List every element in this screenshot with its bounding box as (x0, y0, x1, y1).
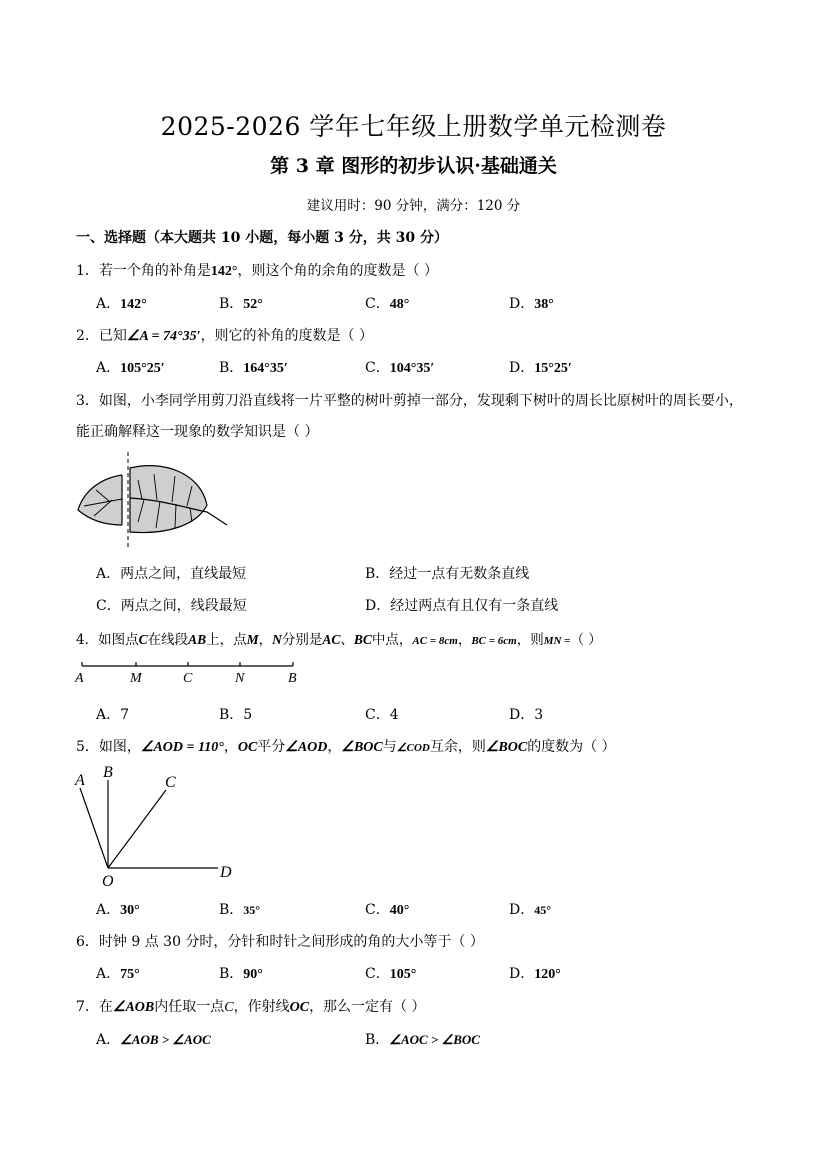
q2-option-a[interactable]: A．105°25′ (96, 360, 165, 376)
q4-option-a[interactable]: A．7 (96, 707, 130, 723)
q6-option-b[interactable]: B．90° (219, 966, 263, 982)
q3-option-d[interactable]: D．经过两点有且仅有一条直线 (365, 598, 559, 614)
q1-angle: 142° (210, 264, 238, 279)
q2-option-d[interactable]: D．15°25′ (509, 360, 572, 376)
q7-option-a[interactable]: A．∠AOB > ∠AOC (96, 1032, 211, 1048)
q3-option-b[interactable]: B．经过一点有无数条直线 (365, 566, 530, 582)
ray-oc (108, 790, 166, 868)
question-3-line-1: 3．如图，小李同学用剪刀沿直线将一片平整的树叶剪掉一部分，发现剩下树叶的周长比原树叶的周长要小， (76, 393, 743, 409)
time-info: 建议用时：90 分钟，满分：120 分 (306, 198, 521, 214)
q7-option-b[interactable]: B．∠AOC > ∠BOC (365, 1032, 480, 1048)
angle-figure (72, 758, 242, 890)
q2-option-c[interactable]: C．104°35′ (365, 360, 435, 376)
exam-title: 2025-2026 学年七年级上册数学单元检测卷 (160, 112, 667, 141)
q4-option-c[interactable]: C．4 (365, 707, 399, 723)
question-6: 6．时钟 9 点 30 分时，分针和时针之间形成的角的大小等于（ ） (76, 934, 484, 950)
q6-option-d[interactable]: D．120° (509, 966, 561, 982)
point-m-label: M (130, 671, 142, 686)
q1-option-d[interactable]: D．38° (509, 296, 554, 312)
section-heading: 一、选择题（本大题共 10 小题，每小题 3 分，共 30 分） (76, 230, 448, 246)
q3-option-c[interactable]: C．两点之间，线段最短 (96, 598, 247, 614)
q4-option-d[interactable]: D．3 (509, 707, 544, 723)
label-a: A (75, 772, 85, 789)
label-o: O (102, 873, 114, 890)
q1-option-a[interactable]: A．142° (96, 296, 147, 312)
q5-option-c[interactable]: C．40° (365, 902, 410, 918)
q3-option-a[interactable]: A．两点之间，直线最短 (96, 566, 247, 582)
q1-option-c[interactable]: C．48° (365, 296, 410, 312)
label-b: B (103, 764, 113, 781)
label-c: C (165, 774, 176, 791)
q6-option-a[interactable]: A．75° (96, 966, 140, 982)
q5-option-a[interactable]: A．30° (96, 902, 140, 918)
chapter-subtitle: 第 3 章 图形的初步认识·基础通关 (270, 155, 557, 177)
point-c-label: C (183, 671, 193, 686)
question-7: 7．在∠AOB内任取一点C，作射线OC，那么一定有（ ） (76, 999, 426, 1015)
q6-option-c[interactable]: C．105° (365, 966, 417, 982)
question-1: 1．若一个角的补角是142°，则这个角的余角的度数是（ ） (76, 263, 438, 279)
q1-option-b[interactable]: B．52° (219, 296, 263, 312)
q2-angle-expr: ∠A = 74°35′ (126, 329, 201, 344)
point-b-label: B (288, 671, 297, 686)
leaf-figure (72, 450, 232, 552)
point-n-label: N (235, 671, 245, 686)
question-4: 4．如图点C在线段AB上，点M，N分别是AC、BC中点，AC = 8cm，BC = 6cm，则MN =（ ） (76, 632, 602, 648)
point-a-label: A (75, 671, 84, 686)
question-3-line-2: 能正确解释这一现象的数学知识是（ ） (76, 424, 319, 440)
label-d: D (220, 864, 232, 881)
ray-oa (80, 788, 108, 868)
q4-option-b[interactable]: B．5 (219, 707, 253, 723)
question-2: 2．已知∠A = 74°35′，则它的补角的度数是（ ） (76, 328, 374, 344)
segment-figure (72, 658, 307, 688)
question-5: 5．如图，∠AOD = 110°，OC平分∠AOD，∠BOC与∠COD互余，则∠BOC的度数为（ ） (76, 739, 616, 755)
q5-option-b[interactable]: B．35° (219, 902, 261, 918)
q5-option-d[interactable]: D．45° (509, 902, 552, 918)
q2-option-b[interactable]: B．164°35′ (219, 360, 288, 376)
